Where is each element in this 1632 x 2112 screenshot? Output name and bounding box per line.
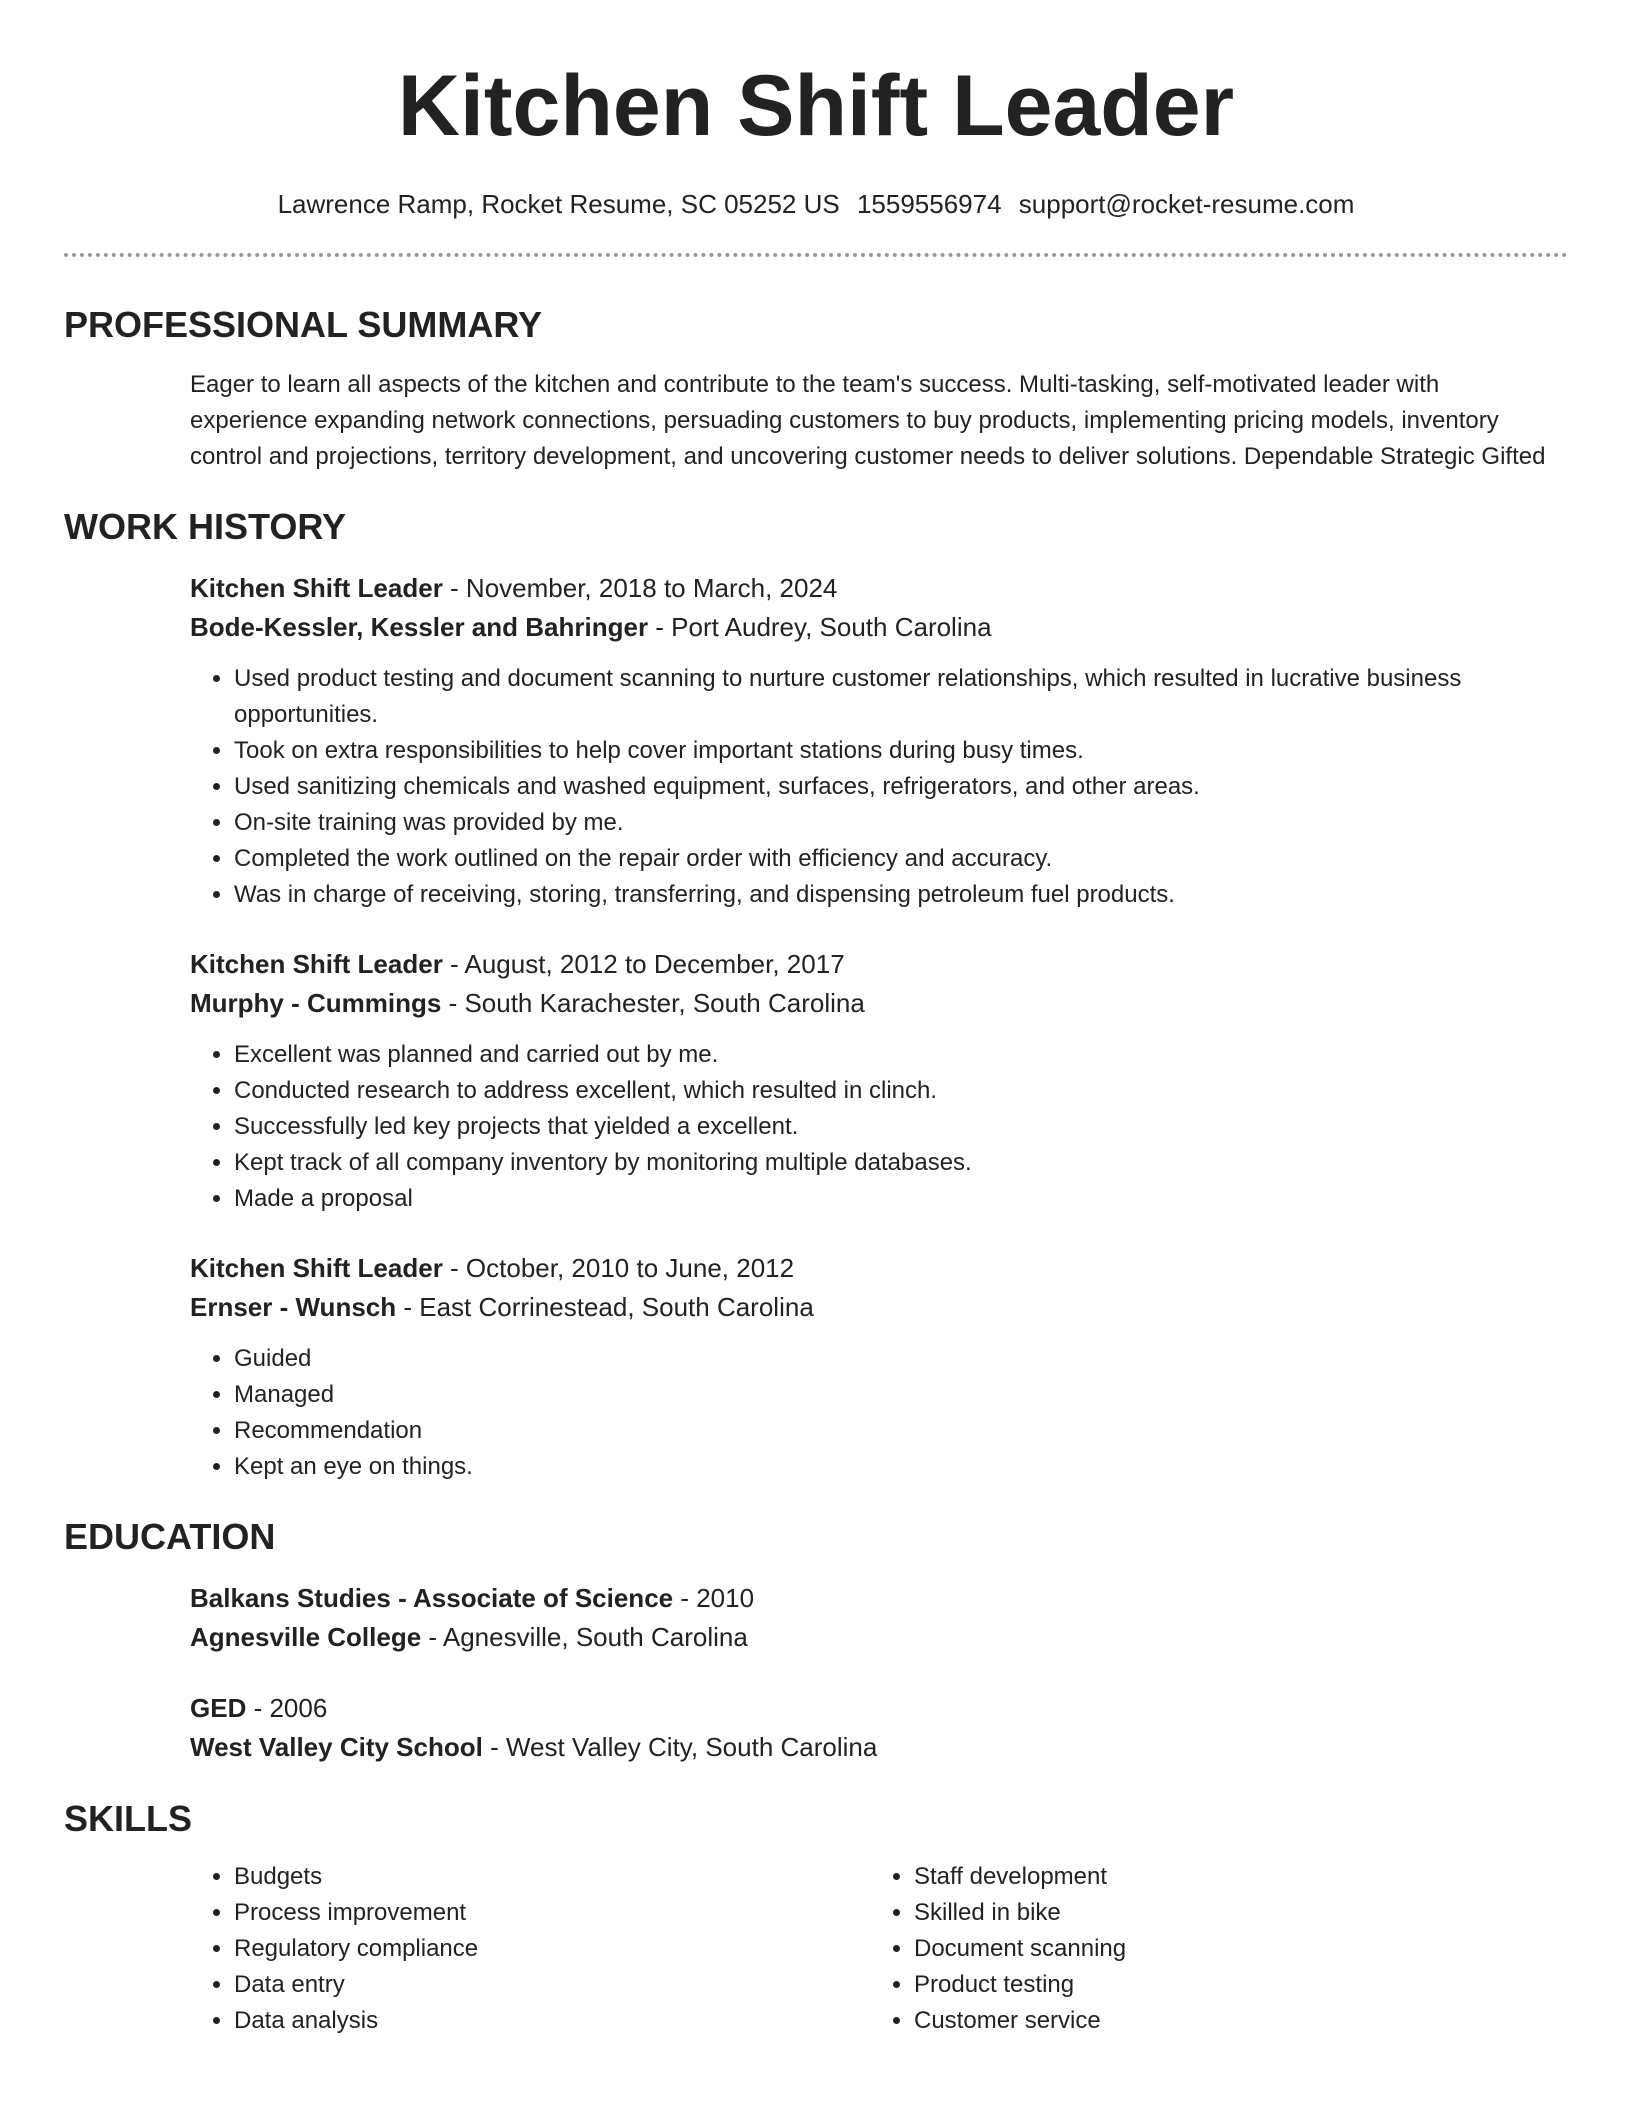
job-role: Kitchen Shift Leader <box>190 949 443 979</box>
job-bullets <box>190 1341 1568 1485</box>
section-title-education: EDUCATION <box>64 1516 276 1557</box>
contact-address: Lawrence Ramp, Rocket Resume, SC 05252 US <box>277 189 840 219</box>
skill-item: • Customer service <box>914 2003 1550 2039</box>
skill-item: • Regulatory compliance <box>234 1931 870 1967</box>
list-item: • Successfully led key projects that yielded a excellent. <box>234 1109 1568 1145</box>
job-dates: - October, 2010 to June, 2012 <box>442 1253 795 1283</box>
skills-column-right <box>870 1859 1550 2039</box>
skill-item: • Document scanning <box>914 1931 1550 1967</box>
list-item: • Used sanitizing chemicals and washed equipment, surfaces, refrigerators, and other areas. <box>234 769 1568 805</box>
resume-title: Kitchen Shift Leader <box>397 58 1235 154</box>
list-item: • Made a proposal <box>234 1181 1568 1217</box>
education-degree: GED <box>190 1693 247 1723</box>
job-bullets <box>190 1037 1568 1217</box>
skill-item: • Data analysis <box>234 2003 870 2039</box>
skills-column-left <box>190 1859 870 2039</box>
education-school-line <box>190 1728 1568 1767</box>
list-item: • Completed the work outlined on the repair order with efficiency and accuracy. <box>234 841 1568 877</box>
contact-line <box>64 187 1568 221</box>
skill-item: • Process improvement <box>234 1895 870 1931</box>
education-location: - Agnesville, South Carolina <box>421 1622 748 1652</box>
section-title-work-history: WORK HISTORY <box>64 506 347 547</box>
job-dates: - November, 2018 to March, 2024 <box>442 573 838 603</box>
education-school: West Valley City School <box>190 1732 483 1762</box>
list-item: • Managed <box>234 1377 1568 1413</box>
education-school: Agnesville College <box>190 1622 422 1652</box>
education-school-line <box>190 1618 1568 1657</box>
skill-item: • Data entry <box>234 1967 870 2003</box>
job-company: Murphy - Cummings <box>190 988 442 1018</box>
skill-item: • Product testing <box>914 1967 1550 2003</box>
job-location: - South Karachester, South Carolina <box>441 988 865 1018</box>
header-divider <box>64 253 1568 257</box>
job-company: Bode-Kessler, Kessler and Bahringer <box>190 612 649 642</box>
list-item: • Kept an eye on things. <box>234 1449 1568 1485</box>
education-degree-line <box>190 1689 1568 1728</box>
job-dates: - August, 2012 to December, 2017 <box>442 949 845 979</box>
job-title-line <box>190 945 1568 984</box>
list-item: • Kept track of all company inventory by monitoring multiple databases. <box>234 1145 1568 1181</box>
skill-item: • Staff development <box>914 1859 1550 1895</box>
list-item: • Excellent was planned and carried out by me. <box>234 1037 1568 1073</box>
education-degree-line <box>190 1579 1568 1618</box>
list-item: • Conducted research to address excellent, which resulted in clinch. <box>234 1073 1568 1109</box>
list-item: • Was in charge of receiving, storing, transferring, and dispensing petroleum fuel products. <box>234 877 1568 913</box>
section-title-summary: PROFESSIONAL SUMMARY <box>64 304 543 345</box>
job-company-line <box>190 984 1568 1023</box>
education-degree: Balkans Studies - Associate of Science <box>190 1583 674 1613</box>
summary-text: Eager to learn all aspects of the kitchen and contribute to the team's success. Multi-tasking, self-motivated leader with experience expanding network connections, persuading customers to buy products, implementing pricing models, inventory control and projections, territory development, and uncovering customer needs to deliver solutions. Dependable Strategic Gifted <box>190 371 1546 470</box>
education-entry <box>190 1689 1568 1767</box>
education-entry <box>190 1579 1568 1657</box>
list-item: • Took on extra responsibilities to help cover important stations during busy times. <box>234 733 1568 769</box>
contact-phone: 1559556974 <box>856 189 1002 219</box>
contact-email: support@rocket-resume.com <box>1018 189 1355 219</box>
skills-bullets <box>190 1859 870 2039</box>
job-company-line <box>190 608 1568 647</box>
education-year: - 2006 <box>246 1693 328 1723</box>
skills-list <box>190 1859 1568 2039</box>
list-item: • Guided <box>234 1341 1568 1377</box>
list-item: • Used product testing and document scanning to nurture customer relationships, which resulted in lucrative business opportunities. <box>234 661 1568 733</box>
skill-item: • Budgets <box>234 1859 870 1895</box>
education-year: - 2010 <box>673 1583 755 1613</box>
job-entry <box>190 1249 1568 1485</box>
list-item: • On-site training was provided by me. <box>234 805 1568 841</box>
skill-item: • Skilled in bike <box>914 1895 1550 1931</box>
job-entry <box>190 945 1568 1217</box>
job-location: - Port Audrey, South Carolina <box>648 612 992 642</box>
job-title-line <box>190 569 1568 608</box>
skills-bullets <box>870 1859 1550 2039</box>
job-bullets <box>190 661 1568 913</box>
job-role: Kitchen Shift Leader <box>190 1253 443 1283</box>
list-item: • Recommendation <box>234 1413 1568 1449</box>
job-title-line <box>190 1249 1568 1288</box>
education-location: - West Valley City, South Carolina <box>482 1732 878 1762</box>
job-entry <box>190 569 1568 913</box>
section-title-skills: SKILLS <box>64 1798 193 1839</box>
job-location: - East Corrinestead, South Carolina <box>396 1292 814 1322</box>
job-company: Ernser - Wunsch <box>190 1292 397 1322</box>
job-role: Kitchen Shift Leader <box>190 573 443 603</box>
job-company-line <box>190 1288 1568 1327</box>
